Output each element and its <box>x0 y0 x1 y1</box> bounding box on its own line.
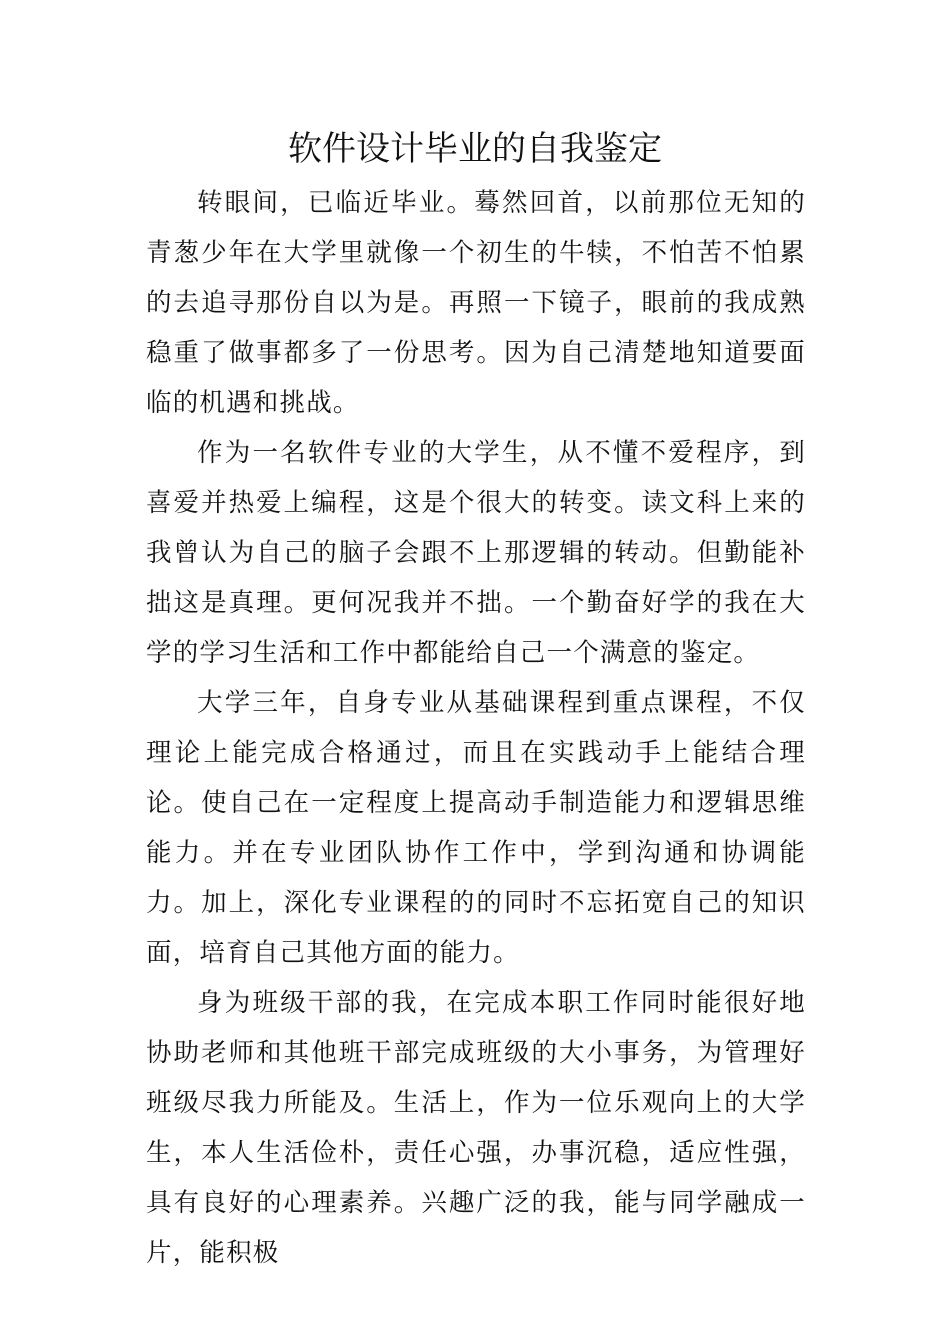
document-title: 软件设计毕业的自我鉴定 <box>288 129 662 169</box>
paragraph-2: 作为一名软件专业的大学生，从不懂不爱程序，到喜爱并热爱上编程，这是个很大的转变。读文科上来的我曾认为自己的脑子会跟不上那逻辑的转动。但勤能补拙这是真理。更何况我并不拙。一个勤奋好学的我在大学的学习生活和工作中都能给自己一个满意的鉴定。 <box>146 438 806 668</box>
paragraph-3: 大学三年，自身专业从基础课程到重点课程，不仅理论上能完成合格通过，而且在实践动手上能结合理论。使自己在一定程度上提高动手制造能力和逻辑思维能力。并在专业团队协作工作中，学到沟通和协调能力。加上，深化专业课程的的同时不忘拓宽自己的知识面，培育自己其他方面的能力。 <box>146 688 806 968</box>
paragraph-1: 转眼间，已临近毕业。蓦然回首，以前那位无知的青葱少年在大学里就像一个初生的牛犊，不怕苦不怕累的去追寻那份自以为是。再照一下镜子，眼前的我成熟稳重了做事都多了一份思考。因为自己清楚地知道要面临的机遇和挑战。 <box>146 188 806 418</box>
paragraph-4: 身为班级干部的我，在完成本职工作同时能很好地协助老师和其他班干部完成班级的大小事务，为管理好班级尽我力所能及。生活上，作为一位乐观向上的大学生，本人生活俭朴，责任心强，办事沉稳，适应性强，具有良好的心理素养。兴趣广泛的我，能与同学融成一片，能积极 <box>146 988 806 1268</box>
document-body <box>146 178 806 1278</box>
